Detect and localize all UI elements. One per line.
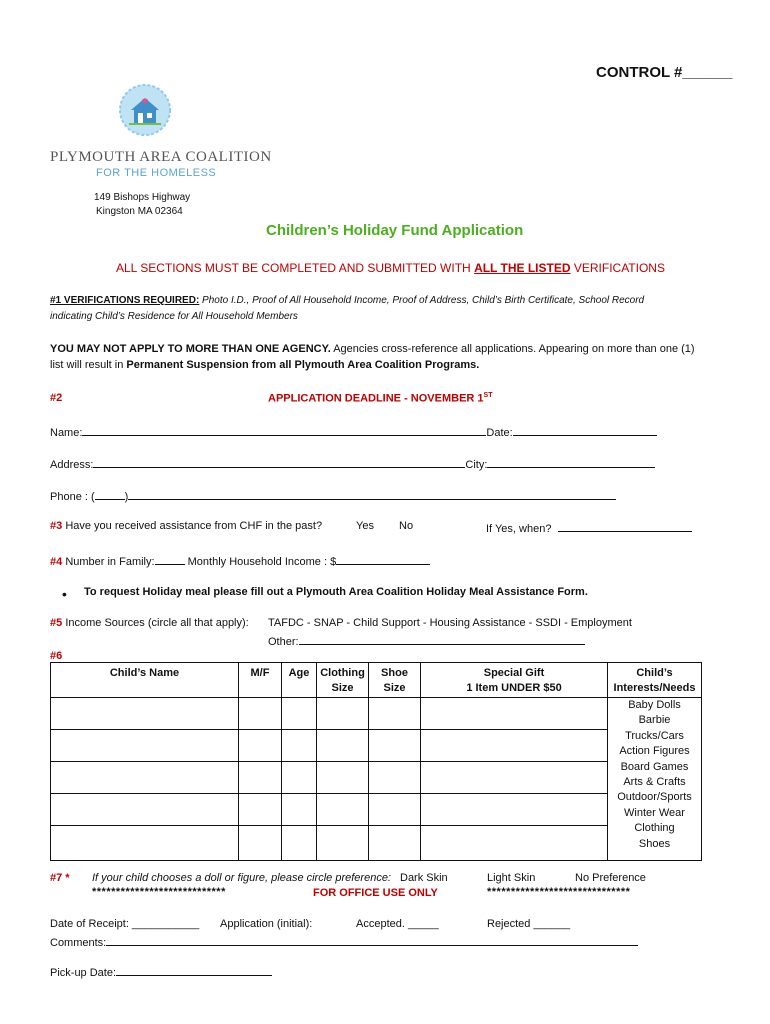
interest-item[interactable]: Action Figures — [619, 745, 690, 758]
shoe-cell[interactable] — [369, 794, 421, 826]
dark-skin-option[interactable]: Dark Skin — [400, 872, 448, 884]
child-name-cell[interactable] — [51, 794, 239, 826]
application-initial: Application (initial): — [220, 918, 313, 930]
section-1-text1: Photo I.D., Proof of All Household Income, Proof of Address, Child’s Birth Certificate, School Record — [199, 295, 645, 306]
section-1-label: #1 VERIFICATIONS REQUIRED: — [50, 295, 200, 306]
section-2-label: #2 — [50, 392, 63, 404]
section-1-line1 — [50, 295, 644, 306]
when-field[interactable] — [558, 520, 692, 532]
section-5-label: #5 — [50, 617, 63, 629]
header-clothing — [317, 663, 369, 698]
warning-line2-bold: Permanent Suspension from all Plymouth Area Coalition Programs. — [126, 359, 480, 371]
header-mf — [239, 663, 282, 698]
interest-item[interactable]: Barbie — [638, 714, 671, 727]
mf-cell[interactable] — [239, 826, 282, 861]
warning-text: Agencies cross-reference all applications. Appearing on more than one (1) — [330, 343, 695, 355]
comments-label: Comments: — [50, 937, 107, 949]
date-field[interactable] — [513, 424, 657, 436]
age-cell[interactable] — [282, 794, 317, 826]
section-5-row — [50, 617, 249, 629]
phone-row — [50, 488, 616, 503]
address-row — [50, 456, 655, 471]
comments-row — [50, 934, 638, 949]
section-3-row — [50, 520, 322, 532]
header-child-name — [51, 663, 239, 698]
interest-item[interactable]: Outdoor/Sports — [617, 791, 692, 804]
section-4-label: #4 — [50, 556, 63, 568]
all-sections-post: VERIFICATIONS — [570, 261, 665, 275]
no-option[interactable]: No — [399, 520, 414, 532]
when-label: If Yes, when? — [486, 523, 552, 535]
income-field[interactable] — [336, 553, 430, 565]
family-label: Number in Family: — [65, 556, 155, 568]
warning-bold: YOU MAY NOT APPLY TO MORE THAN ONE AGENCY. — [50, 343, 331, 355]
header-child-name-text: Child’s Name — [109, 667, 180, 679]
pickup-field[interactable] — [116, 964, 272, 976]
table-row — [51, 794, 702, 826]
office-use-label: FOR OFFICE USE ONLY — [313, 887, 438, 899]
header-gift-2: 1 Item UNDER $50 — [466, 682, 562, 694]
interest-item[interactable]: Clothing — [634, 822, 675, 835]
age-cell[interactable] — [282, 730, 317, 762]
interest-item[interactable]: Shoes — [638, 837, 671, 850]
header-shoe — [369, 663, 421, 698]
clothing-cell[interactable] — [317, 762, 369, 794]
table-row — [51, 698, 702, 730]
name-field[interactable] — [82, 424, 486, 436]
phone-close: ) — [124, 491, 129, 503]
shoe-cell[interactable] — [369, 730, 421, 762]
interest-item[interactable]: Board Games — [620, 760, 689, 773]
org-address-line2: Kingston MA 02364 — [96, 206, 183, 217]
warning-line1 — [50, 343, 695, 355]
header-mf-text: M/F — [250, 667, 270, 679]
table-row — [51, 826, 702, 861]
interests-list — [608, 698, 702, 861]
interest-item[interactable]: Arts & Crafts — [623, 776, 686, 789]
header-gift — [421, 663, 608, 698]
age-cell[interactable] — [282, 762, 317, 794]
interest-item[interactable]: Baby Dolls — [628, 699, 681, 711]
table-row — [51, 730, 702, 762]
light-skin-option[interactable]: Light Skin — [487, 872, 536, 884]
all-sections-notice — [116, 261, 665, 275]
office-stars-left: **************************** — [92, 886, 226, 898]
phone-field[interactable] — [128, 488, 616, 500]
clothing-cell[interactable] — [317, 730, 369, 762]
section-7-label: #7 * — [50, 872, 70, 884]
comments-field[interactable] — [106, 934, 638, 946]
city-label: City: — [465, 459, 488, 471]
office-stars-right: ****************************** — [487, 886, 631, 898]
age-cell[interactable] — [282, 826, 317, 861]
warning-line2-pre: list will result in — [50, 359, 127, 371]
family-field[interactable] — [155, 553, 185, 565]
child-name-cell[interactable] — [51, 698, 239, 730]
phone-label: Phone : ( — [50, 491, 95, 503]
phone-area-field[interactable] — [95, 488, 125, 500]
address-label: Address: — [50, 459, 94, 471]
section-3-label: #3 — [50, 520, 63, 532]
no-preference-option[interactable]: No Preference — [575, 872, 646, 884]
section-5-text: Income Sources (circle all that apply): — [65, 617, 249, 629]
clothing-cell[interactable] — [317, 698, 369, 730]
all-sections-emph: ALL THE LISTED — [474, 261, 571, 275]
other-field[interactable] — [299, 633, 585, 645]
org-subtitle: FOR THE HOMELESS — [96, 167, 217, 179]
mf-cell[interactable] — [239, 762, 282, 794]
clothing-cell[interactable] — [317, 826, 369, 861]
meal-note: To request Holiday meal please fill out a Plymouth Area Coalition Holiday Meal Assistance Form. — [84, 586, 588, 598]
org-address-line1: 149 Bishops Highway — [94, 192, 191, 203]
name-row — [50, 424, 657, 439]
org-name: PLYMOUTH AREA COALITION — [50, 149, 272, 165]
header-age — [282, 663, 317, 698]
section-3-question: Have you received assistance from CHF in the past? — [65, 520, 323, 532]
section-1-line2: indicating Child’s Residence for All Household Members — [50, 311, 298, 322]
house-logo-icon — [119, 84, 171, 136]
when-row — [486, 520, 692, 535]
address-field[interactable] — [93, 456, 465, 468]
child-name-cell[interactable] — [51, 826, 239, 861]
table-header-row — [51, 663, 702, 698]
warning-line2 — [50, 359, 479, 371]
interest-item[interactable]: Trucks/Cars — [625, 729, 684, 742]
mf-cell[interactable] — [239, 730, 282, 762]
header-clothing-1: Clothing — [320, 667, 365, 679]
age-cell[interactable] — [282, 698, 317, 730]
date-of-receipt: Date of Receipt: ___________ — [50, 918, 200, 930]
pickup-label: Pick-up Date: — [50, 967, 117, 979]
section-4-row — [50, 553, 430, 568]
gift-cell[interactable] — [421, 826, 608, 861]
shoe-cell[interactable] — [369, 826, 421, 861]
gift-cell[interactable] — [421, 730, 608, 762]
header-shoe-1: Shoe — [381, 667, 408, 679]
interest-item[interactable]: Winter Wear — [624, 806, 685, 819]
form-title: Children’s Holiday Fund Application — [266, 222, 524, 239]
gift-cell[interactable] — [421, 762, 608, 794]
income-options: TAFDC - SNAP - Child Support - Housing Assistance - SSDI - Employment — [268, 617, 632, 629]
shoe-cell[interactable] — [369, 762, 421, 794]
all-sections-pre: ALL SECTIONS MUST BE COMPLETED AND SUBMITTED WITH — [116, 261, 475, 275]
section-6-label: #6 — [50, 650, 63, 662]
header-age-text: Age — [288, 667, 310, 679]
gift-cell[interactable] — [421, 794, 608, 826]
children-table — [50, 662, 702, 861]
control-number: CONTROL #______ — [596, 64, 733, 81]
mf-cell[interactable] — [239, 794, 282, 826]
yes-option[interactable]: Yes — [356, 520, 374, 532]
rejected: Rejected ______ — [487, 918, 571, 930]
header-interests-1: Child’s — [636, 667, 673, 679]
header-clothing-2: Size — [331, 682, 354, 694]
header-gift-1: Special Gift — [483, 667, 545, 679]
header-interests — [608, 663, 702, 698]
accepted: Accepted. _____ — [356, 918, 439, 930]
pickup-row — [50, 964, 272, 979]
deadline — [268, 392, 492, 405]
gift-cell[interactable] — [421, 698, 608, 730]
name-label: Name: — [50, 427, 83, 439]
child-name-cell[interactable] — [51, 762, 239, 794]
mf-cell[interactable] — [239, 698, 282, 730]
income-label: Monthly Household Income : $ — [187, 556, 337, 568]
bullet-icon: • — [62, 586, 67, 602]
section-7-text: If your child chooses a doll or figure, please circle preference: — [92, 872, 391, 884]
shoe-cell[interactable] — [369, 698, 421, 730]
date-label: Date: — [486, 427, 513, 439]
table-row — [51, 762, 702, 794]
header-shoe-2: Size — [383, 682, 406, 694]
child-name-cell[interactable] — [51, 730, 239, 762]
clothing-cell[interactable] — [317, 794, 369, 826]
other-label: Other: — [268, 636, 299, 648]
header-interests-2: Interests/Needs — [613, 682, 696, 694]
deadline-text: APPLICATION DEADLINE - NOVEMBER 1 — [268, 392, 484, 405]
city-field[interactable] — [487, 456, 655, 468]
other-row — [268, 633, 585, 648]
deadline-sup: ST — [483, 392, 493, 399]
